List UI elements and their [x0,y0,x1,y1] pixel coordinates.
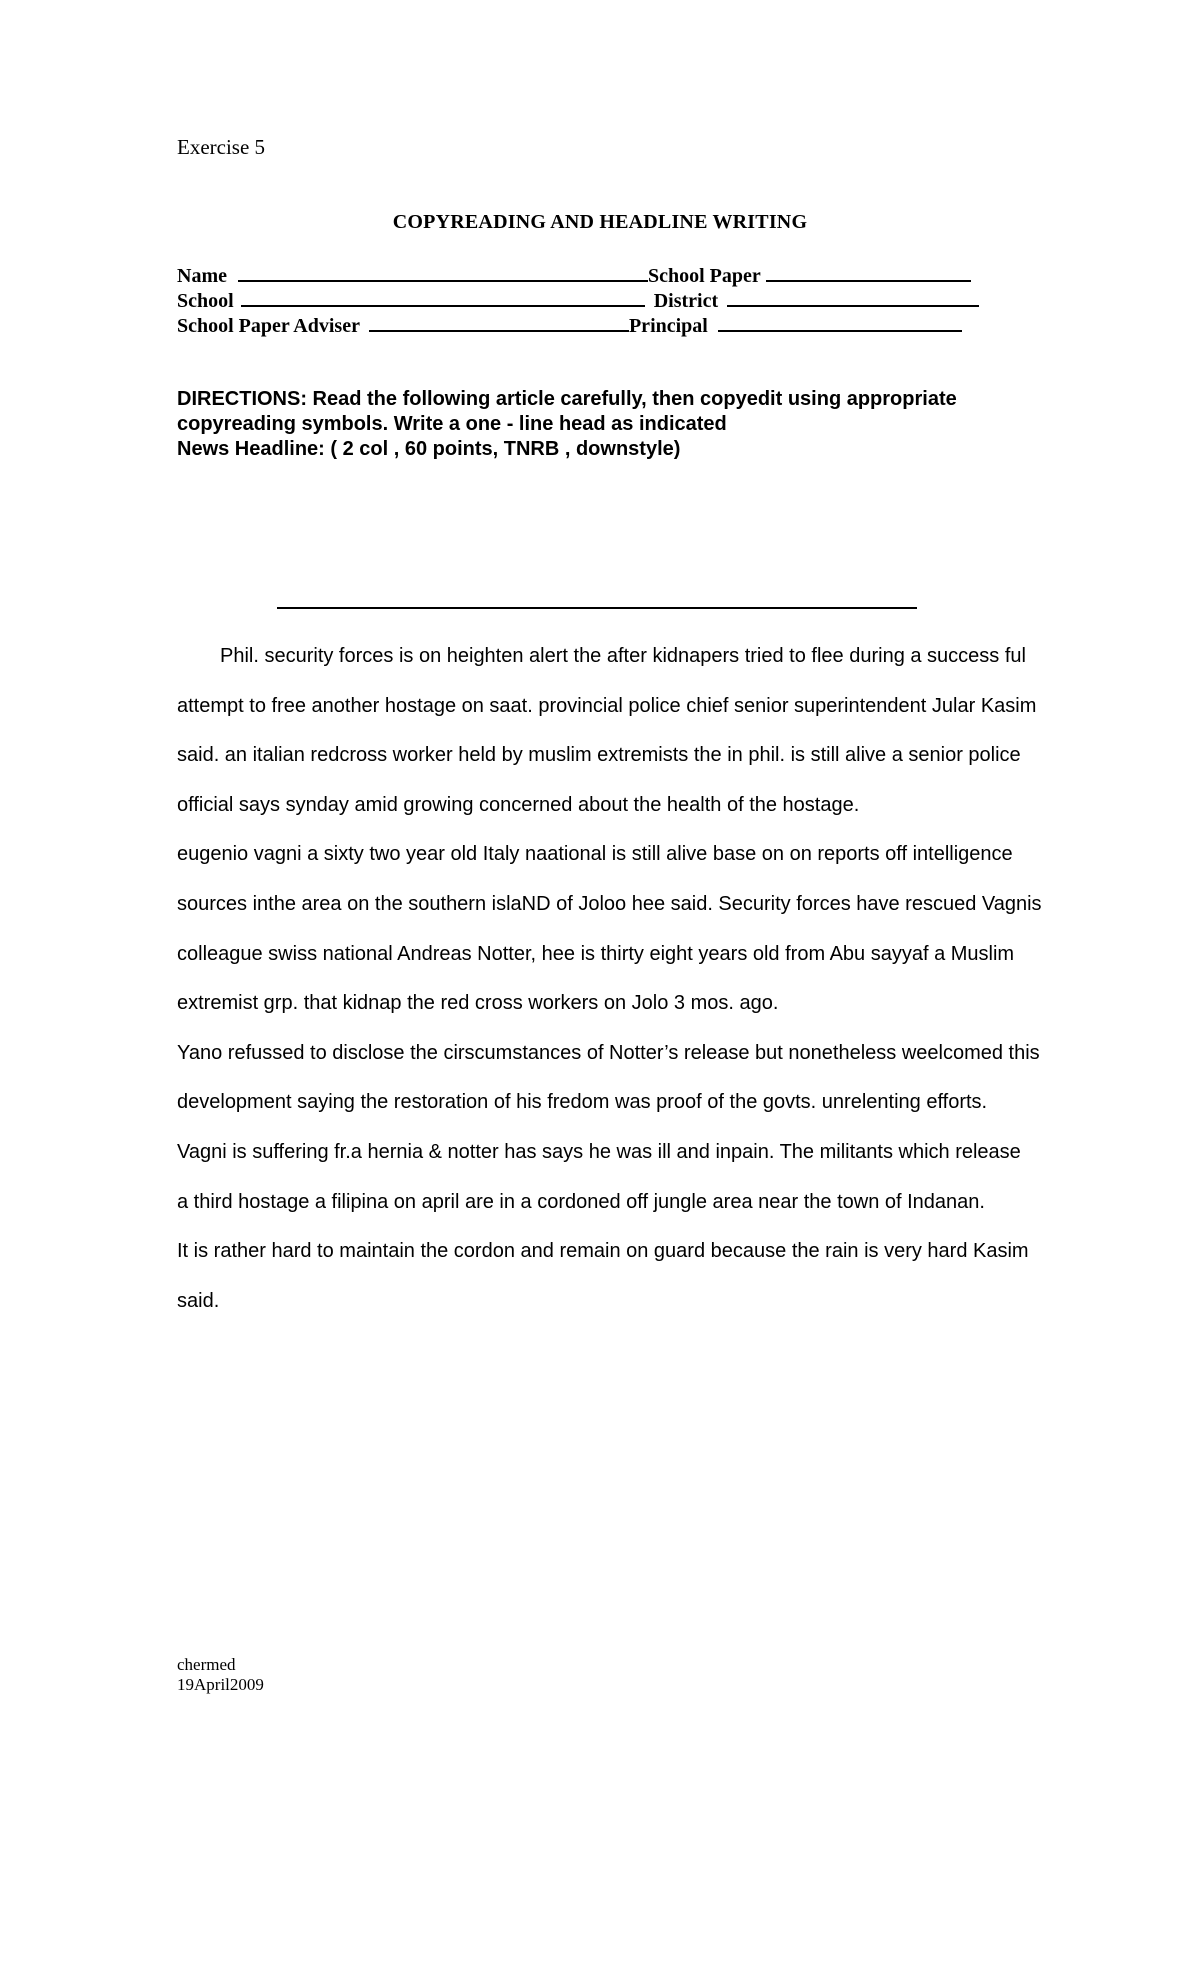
directions-block [177,387,1037,462]
article-line: development saying the restoration of his fredom was proof of the govts. unrelenting efforts. [177,1091,988,1114]
student-info-form [177,262,1007,337]
directions-line: copyreading symbols. Write a one - line head as indicated [177,413,727,435]
article-body [177,632,1047,1326]
form-row-adviser [177,312,1007,337]
school-paper-field[interactable] [766,262,971,282]
adviser-field[interactable] [369,312,629,332]
article-line: eugenio vagni a sixty two year old Italy naational is still alive base on on reports off intelligence [177,843,1013,866]
exercise-label: Exercise 5 [177,135,266,159]
article-line: said. an italian redcross worker held by muslim extremists the in phil. is still alive a senior police [177,744,1021,767]
school-paper-label: School Paper [647,265,761,287]
article-line: attempt to free another hostage on saat. provincial police chief senior superintendent Jular Kasim [177,694,1037,717]
article-line: colleague swiss national Andreas Notter, hee is thirty eight years old from Abu sayyaf a Muslim [177,942,1015,965]
page-title: COPYREADING AND HEADLINE WRITING [392,211,808,233]
headline-answer-line[interactable] [277,607,917,609]
school-field[interactable] [241,287,645,307]
headline-spec: News Headline: ( 2 col , 60 points, TNRB , downstyle) [177,438,681,460]
adviser-label: School Paper Adviser [177,315,360,337]
article-line: sources inthe area on the southern islaND of Joloo hee said. Security forces have rescued Vagnis [177,892,1042,915]
name-label: Name [177,265,227,287]
article-line: Yano refussed to disclose the cirscumstances of Notter’s release but nonetheless weelcomed this [177,1041,1040,1064]
article-line: Vagni is suffering fr.a hernia & notter has says he was ill and inpain. The militants which release [177,1140,1021,1163]
signature-date: 19April2009 [177,1675,264,1694]
name-field[interactable] [238,262,648,282]
principal-label: Principal [628,315,708,337]
article-line: Phil. security forces is on heighten alert the after kidnapers tried to flee during a success ful [220,645,1026,667]
article-line: a third hostage a filipina on april are in a cordoned off jungle area near the town of Indanan. [177,1190,985,1213]
signature-block [177,1655,264,1695]
form-row-name [177,262,1007,287]
principal-field[interactable] [718,312,962,332]
article-line: official says synday amid growing concerned about the health of the hostage. [177,793,860,816]
directions-line: DIRECTIONS: Read the following article carefully, then copyedit using appropriate [177,388,957,410]
district-field[interactable] [727,287,979,307]
article-line: It is rather hard to maintain the cordon and remain on guard because the rain is very hard Kasim [177,1240,1029,1263]
article-line: extremist grp. that kidnap the red cross workers on Jolo 3 mos. ago. [177,992,779,1015]
article-line: said. [177,1289,220,1312]
district-label: District [653,290,719,312]
school-label: School [177,290,234,312]
form-row-school [177,287,1007,312]
author-name: chermed [177,1655,236,1674]
